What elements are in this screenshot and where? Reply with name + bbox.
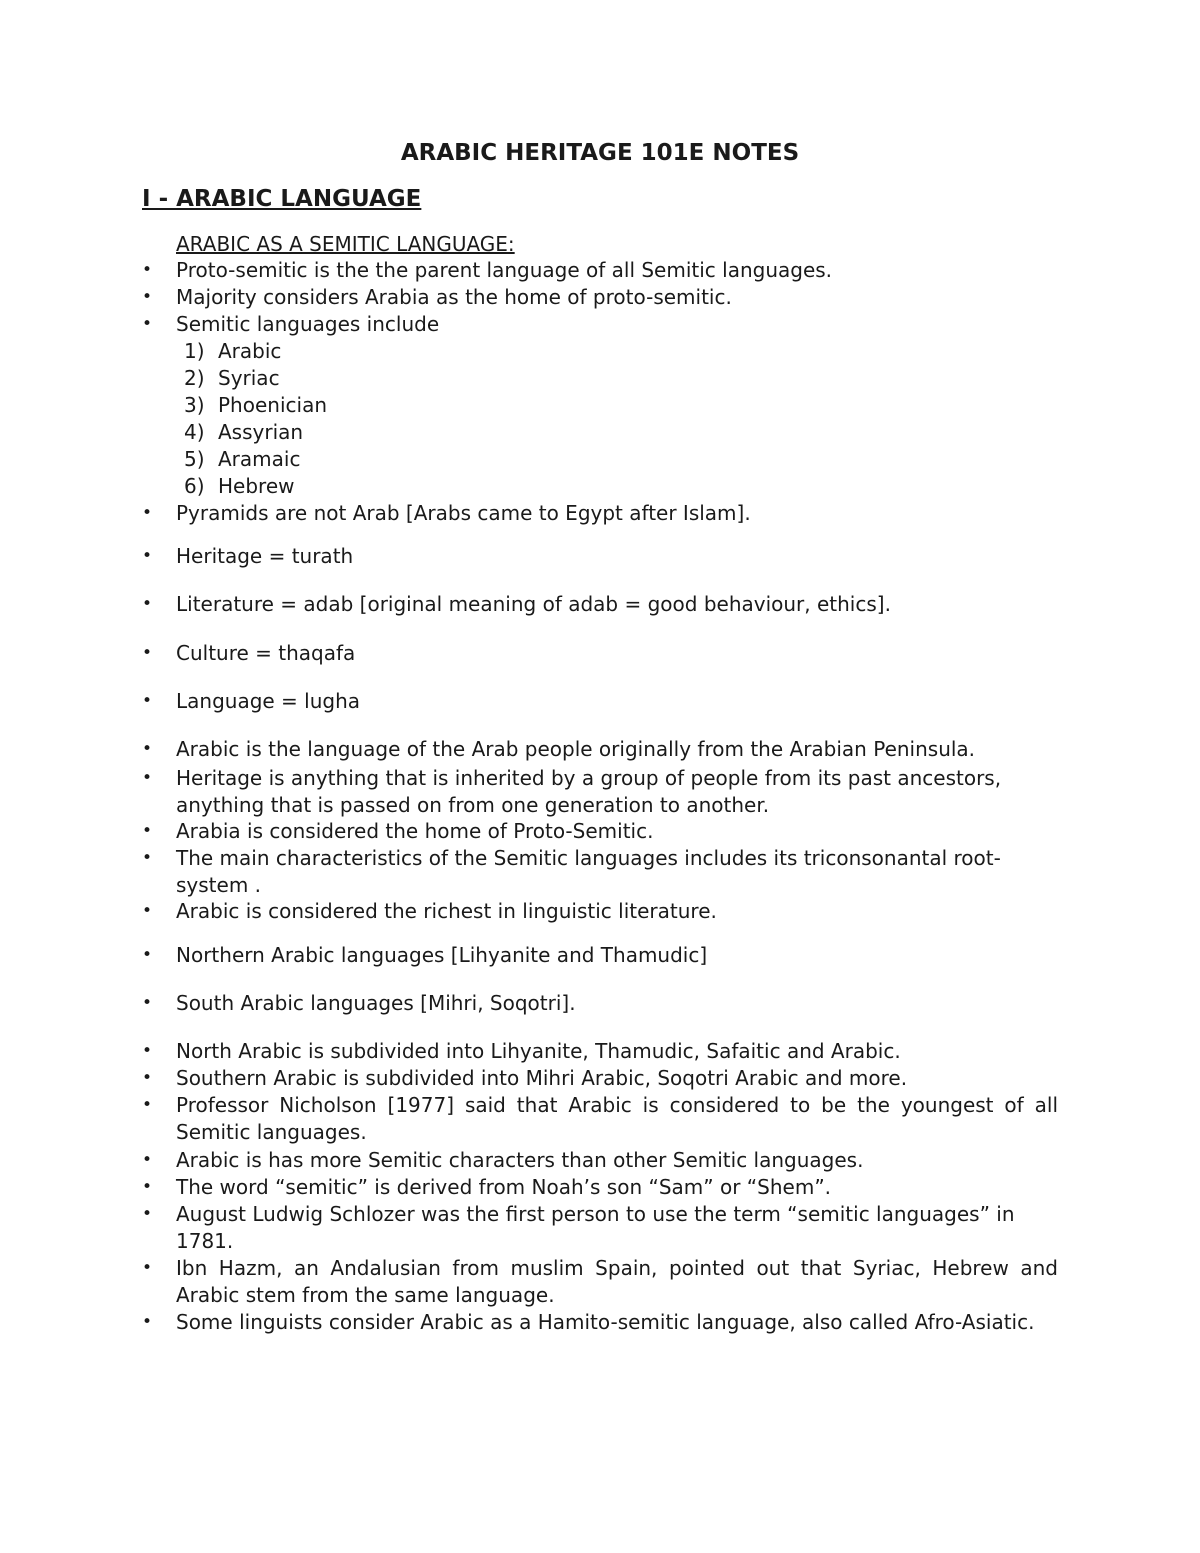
list-item: Proto-semitic is the the parent language of all Semitic languages. xyxy=(176,258,833,282)
bullet-icon: • xyxy=(142,1312,153,1332)
bullet-icon: • xyxy=(142,643,153,663)
bullet-icon: • xyxy=(142,594,153,614)
language-item: Assyrian xyxy=(218,420,304,444)
bullet-icon: • xyxy=(142,314,153,334)
language-item: Phoenician xyxy=(218,393,327,417)
bullet-icon: • xyxy=(142,1150,153,1170)
bullet-icon: • xyxy=(142,546,153,566)
list-item: Professor Nicholson [1977] said that Arabic is considered to be the youngest of all Semitic languages. xyxy=(176,1093,1058,1144)
list-number: 2) xyxy=(184,366,205,390)
list-number: 5) xyxy=(184,447,205,471)
bullet-icon: • xyxy=(142,503,153,523)
list-item: Northern Arabic languages [Lihyanite and Thamudic] xyxy=(176,943,708,967)
list-item: Pyramids are not Arab [Arabs came to Egypt after Islam]. xyxy=(176,501,751,525)
bullet-icon: • xyxy=(142,901,153,921)
bullet-icon: • xyxy=(142,739,153,759)
list-item: Arabic is considered the richest in linguistic literature. xyxy=(176,899,717,923)
list-item: Ibn Hazm, an Andalusian from muslim Spain, pointed out that Syriac, Hebrew and Arabic stem from the same language. xyxy=(176,1256,1058,1307)
list-number: 3) xyxy=(184,393,205,417)
list-item: Arabic is has more Semitic characters than other Semitic languages. xyxy=(176,1148,864,1172)
bullet-icon: • xyxy=(142,1041,153,1061)
bullet-icon: • xyxy=(142,821,153,841)
list-item: Heritage = turath xyxy=(176,544,354,568)
list-number: 6) xyxy=(184,474,205,498)
list-item: Heritage is anything that is inherited by a group of people from its past ancestors, anything that is passed on from one generation to another. xyxy=(176,766,1002,817)
list-item: The word “semitic” is derived from Noah’s son “Sam” or “Shem”. xyxy=(176,1175,832,1199)
bullet-icon: • xyxy=(142,287,153,307)
list-item: Arabia is considered the home of Proto-Semitic. xyxy=(176,819,654,843)
language-item: Arabic xyxy=(218,339,282,363)
list-item: August Ludwig Schlozer was the first person to use the term “semitic languages” in 1781. xyxy=(176,1202,1015,1253)
list-item: Southern Arabic is subdivided into Mihri Arabic, Soqotri Arabic and more. xyxy=(176,1066,908,1090)
bullet-icon: • xyxy=(142,260,153,280)
list-item: The main characteristics of the Semitic languages includes its triconsonantal root-system . xyxy=(176,846,1001,897)
language-item: Syriac xyxy=(218,366,280,390)
language-item: Aramaic xyxy=(218,447,301,471)
bullet-icon: • xyxy=(142,1204,153,1224)
bullet-icon: • xyxy=(142,993,153,1013)
bullet-icon: • xyxy=(142,945,153,965)
list-number: 1) xyxy=(184,339,205,363)
section-heading: I - ARABIC LANGUAGE xyxy=(142,186,422,212)
bullet-icon: • xyxy=(142,691,153,711)
language-item: Hebrew xyxy=(218,474,295,498)
list-item: Culture = thaqafa xyxy=(176,641,356,665)
list-item: Majority considers Arabia as the home of proto-semitic. xyxy=(176,285,732,309)
list-item: Literature = adab [original meaning of adab = good behaviour, ethics]. xyxy=(176,592,891,616)
bullet-icon: • xyxy=(142,1258,153,1278)
document-title: ARABIC HERITAGE 101E NOTES xyxy=(400,140,800,166)
list-item: North Arabic is subdivided into Lihyanite, Thamudic, Safaitic and Arabic. xyxy=(176,1039,901,1063)
list-item: Some linguists consider Arabic as a Hamito-semitic language, also called Afro-Asiatic. xyxy=(176,1310,1035,1334)
list-item: Semitic languages include xyxy=(176,312,440,336)
list-item: Arabic is the language of the Arab people originally from the Arabian Peninsula. xyxy=(176,737,976,761)
list-number: 4) xyxy=(184,420,205,444)
subheading: ARABIC AS A SEMITIC LANGUAGE: xyxy=(176,232,515,256)
bullet-icon: • xyxy=(142,1068,153,1088)
bullet-icon: • xyxy=(142,1177,153,1197)
bullet-icon: • xyxy=(142,848,153,868)
bullet-icon: • xyxy=(142,768,153,788)
list-item: Language = lugha xyxy=(176,689,361,713)
list-item: South Arabic languages [Mihri, Soqotri]. xyxy=(176,991,576,1015)
bullet-icon: • xyxy=(142,1095,153,1115)
